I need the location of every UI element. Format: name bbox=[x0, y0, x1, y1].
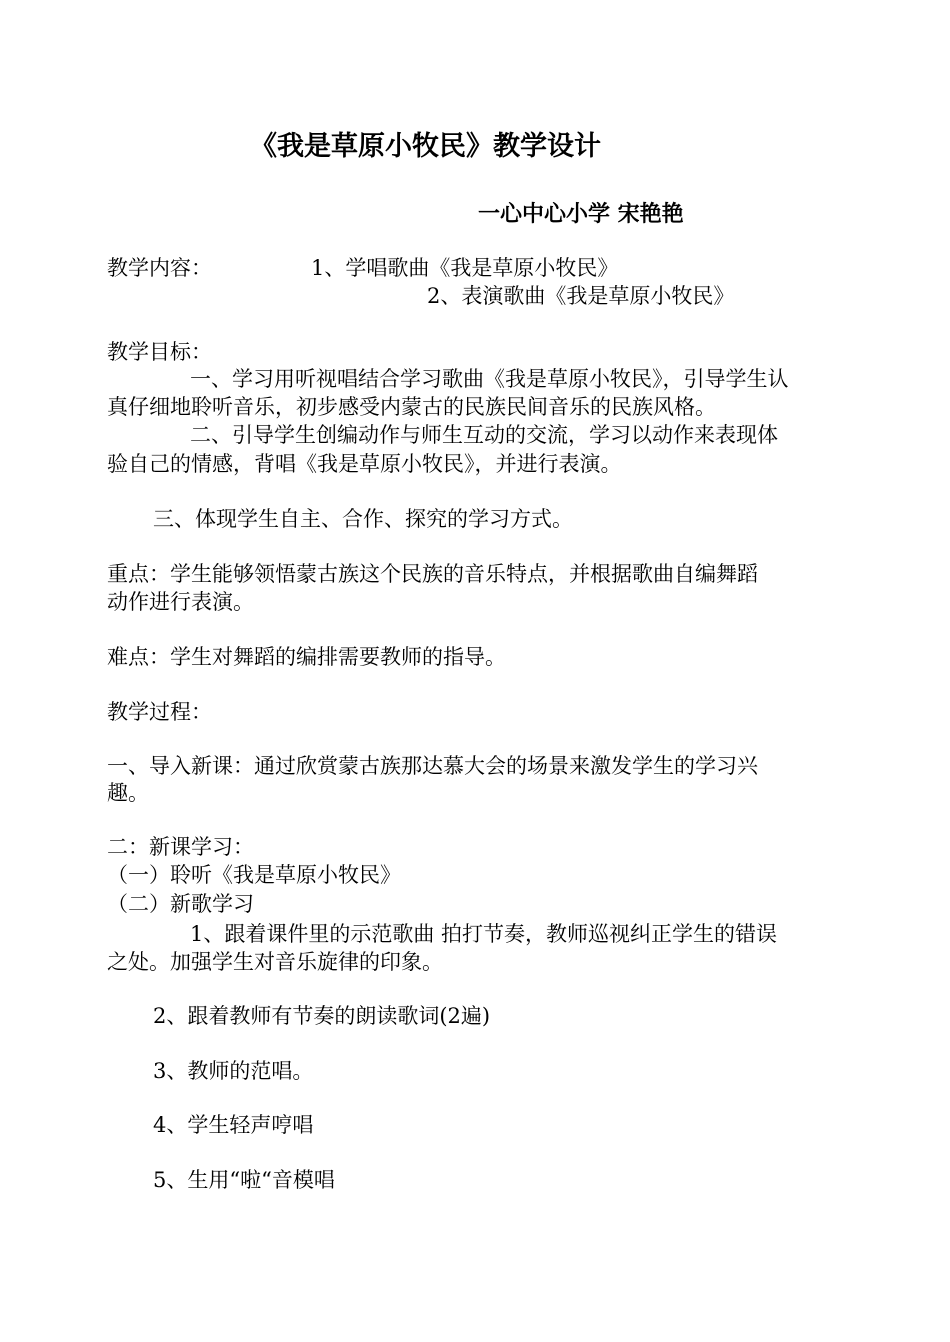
document-title: 《我是草原小牧民》教学设计 bbox=[250, 131, 601, 162]
process-label: 教学过程： bbox=[107, 700, 212, 724]
intro-line-2: 趣。 bbox=[107, 781, 149, 805]
new-lesson-heading: 二：新课学习： bbox=[107, 835, 254, 859]
author-line: 一心中心小学 宋艳艳 bbox=[478, 202, 684, 227]
step-5: 5、生用“啦“音模唱 bbox=[153, 1168, 335, 1192]
content-item-1: 1、学唱歌曲《我是草原小牧民》 bbox=[311, 256, 619, 280]
sub-section-1: （一）聆听《我是草原小牧民》 bbox=[107, 863, 401, 887]
goal-3: 三、体现学生自主、合作、探究的学习方式。 bbox=[153, 507, 573, 531]
step-1-line-1: 1、跟着课件里的示范歌曲 拍打节奏，教师巡视纠正学生的错误 bbox=[190, 922, 778, 946]
step-1-line-2: 之处。加强学生对音乐旋律的印象。 bbox=[107, 950, 443, 974]
goal-1-line-2: 真仔细地聆听音乐，初步感受内蒙古的民族民间音乐的民族风格。 bbox=[107, 395, 716, 419]
step-3: 3、教师的范唱。 bbox=[153, 1059, 314, 1083]
key-point-line-1: 重点：学生能够领悟蒙古族这个民族的音乐特点，并根据歌曲自编舞蹈 bbox=[107, 562, 758, 586]
step-4: 4、学生轻声哼唱 bbox=[153, 1113, 314, 1137]
step-2: 2、跟着教师有节奏的朗读歌词(2遍) bbox=[153, 1004, 491, 1028]
content-item-2: 2、表演歌曲《我是草原小牧民》 bbox=[427, 284, 735, 308]
goal-2-line-1: 二、引导学生创编动作与师生互动的交流，学习以动作来表现体 bbox=[190, 423, 778, 447]
content-label: 教学内容： bbox=[107, 256, 212, 280]
sub-section-2: （二）新歌学习 bbox=[107, 892, 254, 916]
difficulty-line: 难点：学生对舞蹈的编排需要教师的指导。 bbox=[107, 645, 506, 669]
goal-1-line-1: 一、学习用听视唱结合学习歌曲《我是草原小牧民》，引导学生认 bbox=[190, 367, 789, 391]
goal-2-line-2: 验自己的情感，背唱《我是草原小牧民》，并进行表演。 bbox=[107, 452, 622, 476]
goals-label: 教学目标： bbox=[107, 340, 212, 364]
intro-line-1: 一、导入新课：通过欣赏蒙古族那达慕大会的场景来激发学生的学习兴 bbox=[107, 754, 758, 778]
key-point-line-2: 动作进行表演。 bbox=[107, 590, 254, 614]
